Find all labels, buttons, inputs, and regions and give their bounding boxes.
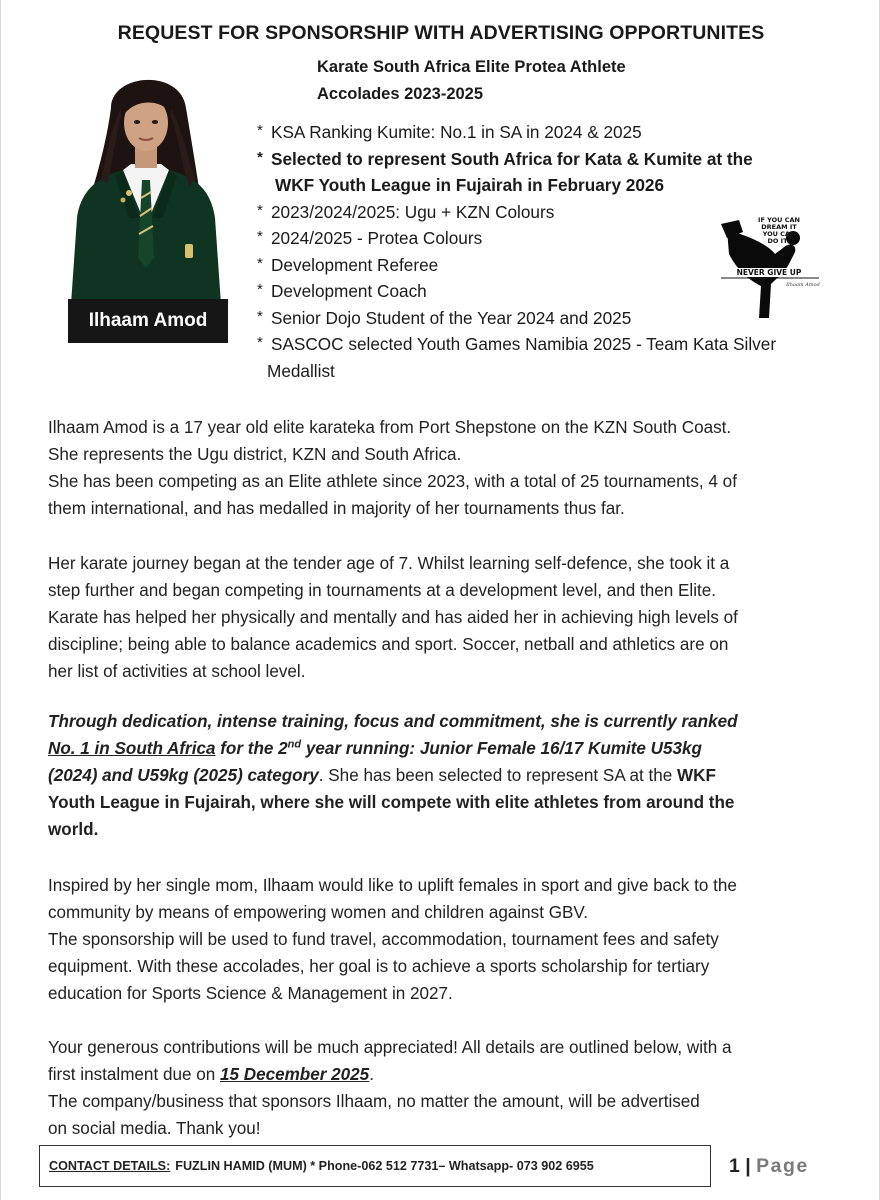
page-word: Page xyxy=(756,1155,809,1177)
paragraph-ranking xyxy=(48,708,838,843)
paragraph-line: equipment. With these accolades, her goal is to achieve a sports scholarship for tertiary xyxy=(48,957,710,976)
logo-signature: Ilhaam Amod xyxy=(786,282,820,288)
accolade-item-continued xyxy=(255,172,825,199)
category-text: (2024) and U59kg (2025) category xyxy=(48,766,319,785)
document-title: REQUEST FOR SPONSORSHIP WITH ADVERTISING OPPORTUNITES xyxy=(117,22,765,44)
accolade-item: * Selected to represent South Africa for Kata & Kumite at the xyxy=(255,146,825,173)
instalment-date: 15 December 2025 xyxy=(219,1065,370,1084)
accolade-item: * 2024/2025 - Protea Colours xyxy=(255,225,825,252)
accolade-item: * Senior Dojo Student of the Year 2024 and 2025 xyxy=(255,305,825,332)
logo-text-line: DO IT! xyxy=(767,237,791,245)
paragraph-line-instalment xyxy=(48,1061,838,1088)
logo-text-line: IF YOU CAN xyxy=(758,216,800,224)
paragraph-intro xyxy=(48,414,838,522)
paragraph-line-ranking xyxy=(48,735,838,762)
accolade-item: * Development Coach xyxy=(255,278,825,305)
paragraph-line: The sponsorship will be used to fund travel, accommodation, tournament fees and safety xyxy=(48,930,719,949)
paragraph-line: her list of activities at school level. xyxy=(48,662,306,681)
ranking-text-b: year running: Junior Female 16/17 Kumite U53kg xyxy=(301,739,702,758)
ranking-text-a: for the 2 xyxy=(215,739,288,758)
paragraph-line: Inspired by her single mom, Ilhaam would like to uplift females in sport and give back to the xyxy=(48,876,737,895)
logo-never-give-up-text: NEVER GIVE UP xyxy=(736,268,802,277)
athlete-photo xyxy=(71,68,221,304)
paragraph-line: on social media. Thank you! xyxy=(48,1119,261,1138)
paragraph-contributions xyxy=(48,1034,838,1142)
paragraph-line: world. xyxy=(48,820,99,839)
paragraph-line: Karate has helped her physically and mentally and has aided her in achieving high levels of xyxy=(48,608,738,627)
paragraph-line: Your generous contributions will be much appreciated! All details are outlined below, with a xyxy=(48,1038,732,1057)
accolade-item: * KSA Ranking Kumite: No.1 in SA in 2024 & 2025 xyxy=(255,119,825,146)
paragraph-line: education for Sports Science & Management in 2027. xyxy=(48,984,453,1003)
logo-text-line: YOU CAN xyxy=(762,230,796,238)
page-number-value: 1 xyxy=(729,1155,740,1177)
category-plain: . She has been selected to represent SA at the xyxy=(318,766,678,785)
paragraph-line-category xyxy=(48,762,838,789)
paragraph-line: Youth League in Fujairah, where she will compete with elite athletes from around the xyxy=(48,793,735,812)
page-number xyxy=(729,1155,809,1178)
accolade-continued-text: WKF Youth League in Fujairah in February 2026 xyxy=(275,175,665,195)
paragraph-line: She has been competing as an Elite athlete since 2023, with a total of 25 tournaments, 4 of xyxy=(48,472,737,491)
accolade-item: * 2023/2024/2025: Ugu + KZN Colours xyxy=(255,199,825,226)
paragraph-line: Through dedication, intense training, focus and commitment, she is currently ranked xyxy=(48,712,738,731)
contact-details-box xyxy=(39,1145,711,1187)
paragraph-line: community by means of empowering women and children against GBV. xyxy=(48,903,588,922)
paragraph-line: them international, and has medalled in majority of her tournaments thus far. xyxy=(48,499,625,518)
logo-text-line: DREAM IT xyxy=(761,223,797,231)
ranking-superscript: nd xyxy=(287,738,302,751)
contact-label: CONTACT DETAILS: xyxy=(49,1159,171,1173)
subtitle-athlete: Karate South Africa Elite Protea Athlete xyxy=(317,58,626,76)
contact-text: FUZLIN HAMID (MUM) * Phone-062 512 7731– Whatsapp- 073 902 6955 xyxy=(175,1159,594,1173)
athlete-name-label: Ilhaam Amod xyxy=(68,299,228,343)
subtitle-accolades: Accolades 2023-2025 xyxy=(317,85,484,103)
instalment-end: . xyxy=(369,1065,374,1084)
page-separator: | xyxy=(745,1155,751,1177)
never-give-up-logo xyxy=(719,214,823,324)
paragraph-line: Her karate journey began at the tender age of 7. Whilst learning self-defence, she took it a xyxy=(48,554,730,573)
paragraph-line: step further and began competing in tournaments at a development level, and then Elite. xyxy=(48,581,717,600)
paragraph-journey xyxy=(48,550,838,685)
instalment-text: first instalment due on xyxy=(48,1065,220,1084)
paragraph-line: discipline; being able to balance academics and sport. Soccer, netball and athletics are on xyxy=(48,635,729,654)
accolade-item: * Development Referee xyxy=(255,252,825,279)
accolade-item: * SASCOC selected Youth Games Namibia 2025 - Team Kata Silver xyxy=(255,331,825,358)
category-bold: WKF xyxy=(677,766,716,785)
paragraph-line: She represents the Ugu district, KZN and South Africa. xyxy=(48,445,462,464)
paragraph-inspiration xyxy=(48,872,838,1007)
ranking-underlined: No. 1 in South Africa xyxy=(48,739,216,758)
paragraph-line: Ilhaam Amod is a 17 year old elite karateka from Port Shepstone on the KZN South Coast. xyxy=(48,418,732,437)
paragraph-line: The company/business that sponsors Ilhaam, no matter the amount, will be advertised xyxy=(48,1092,700,1111)
accolade-item-continued: Medallist xyxy=(267,360,335,381)
